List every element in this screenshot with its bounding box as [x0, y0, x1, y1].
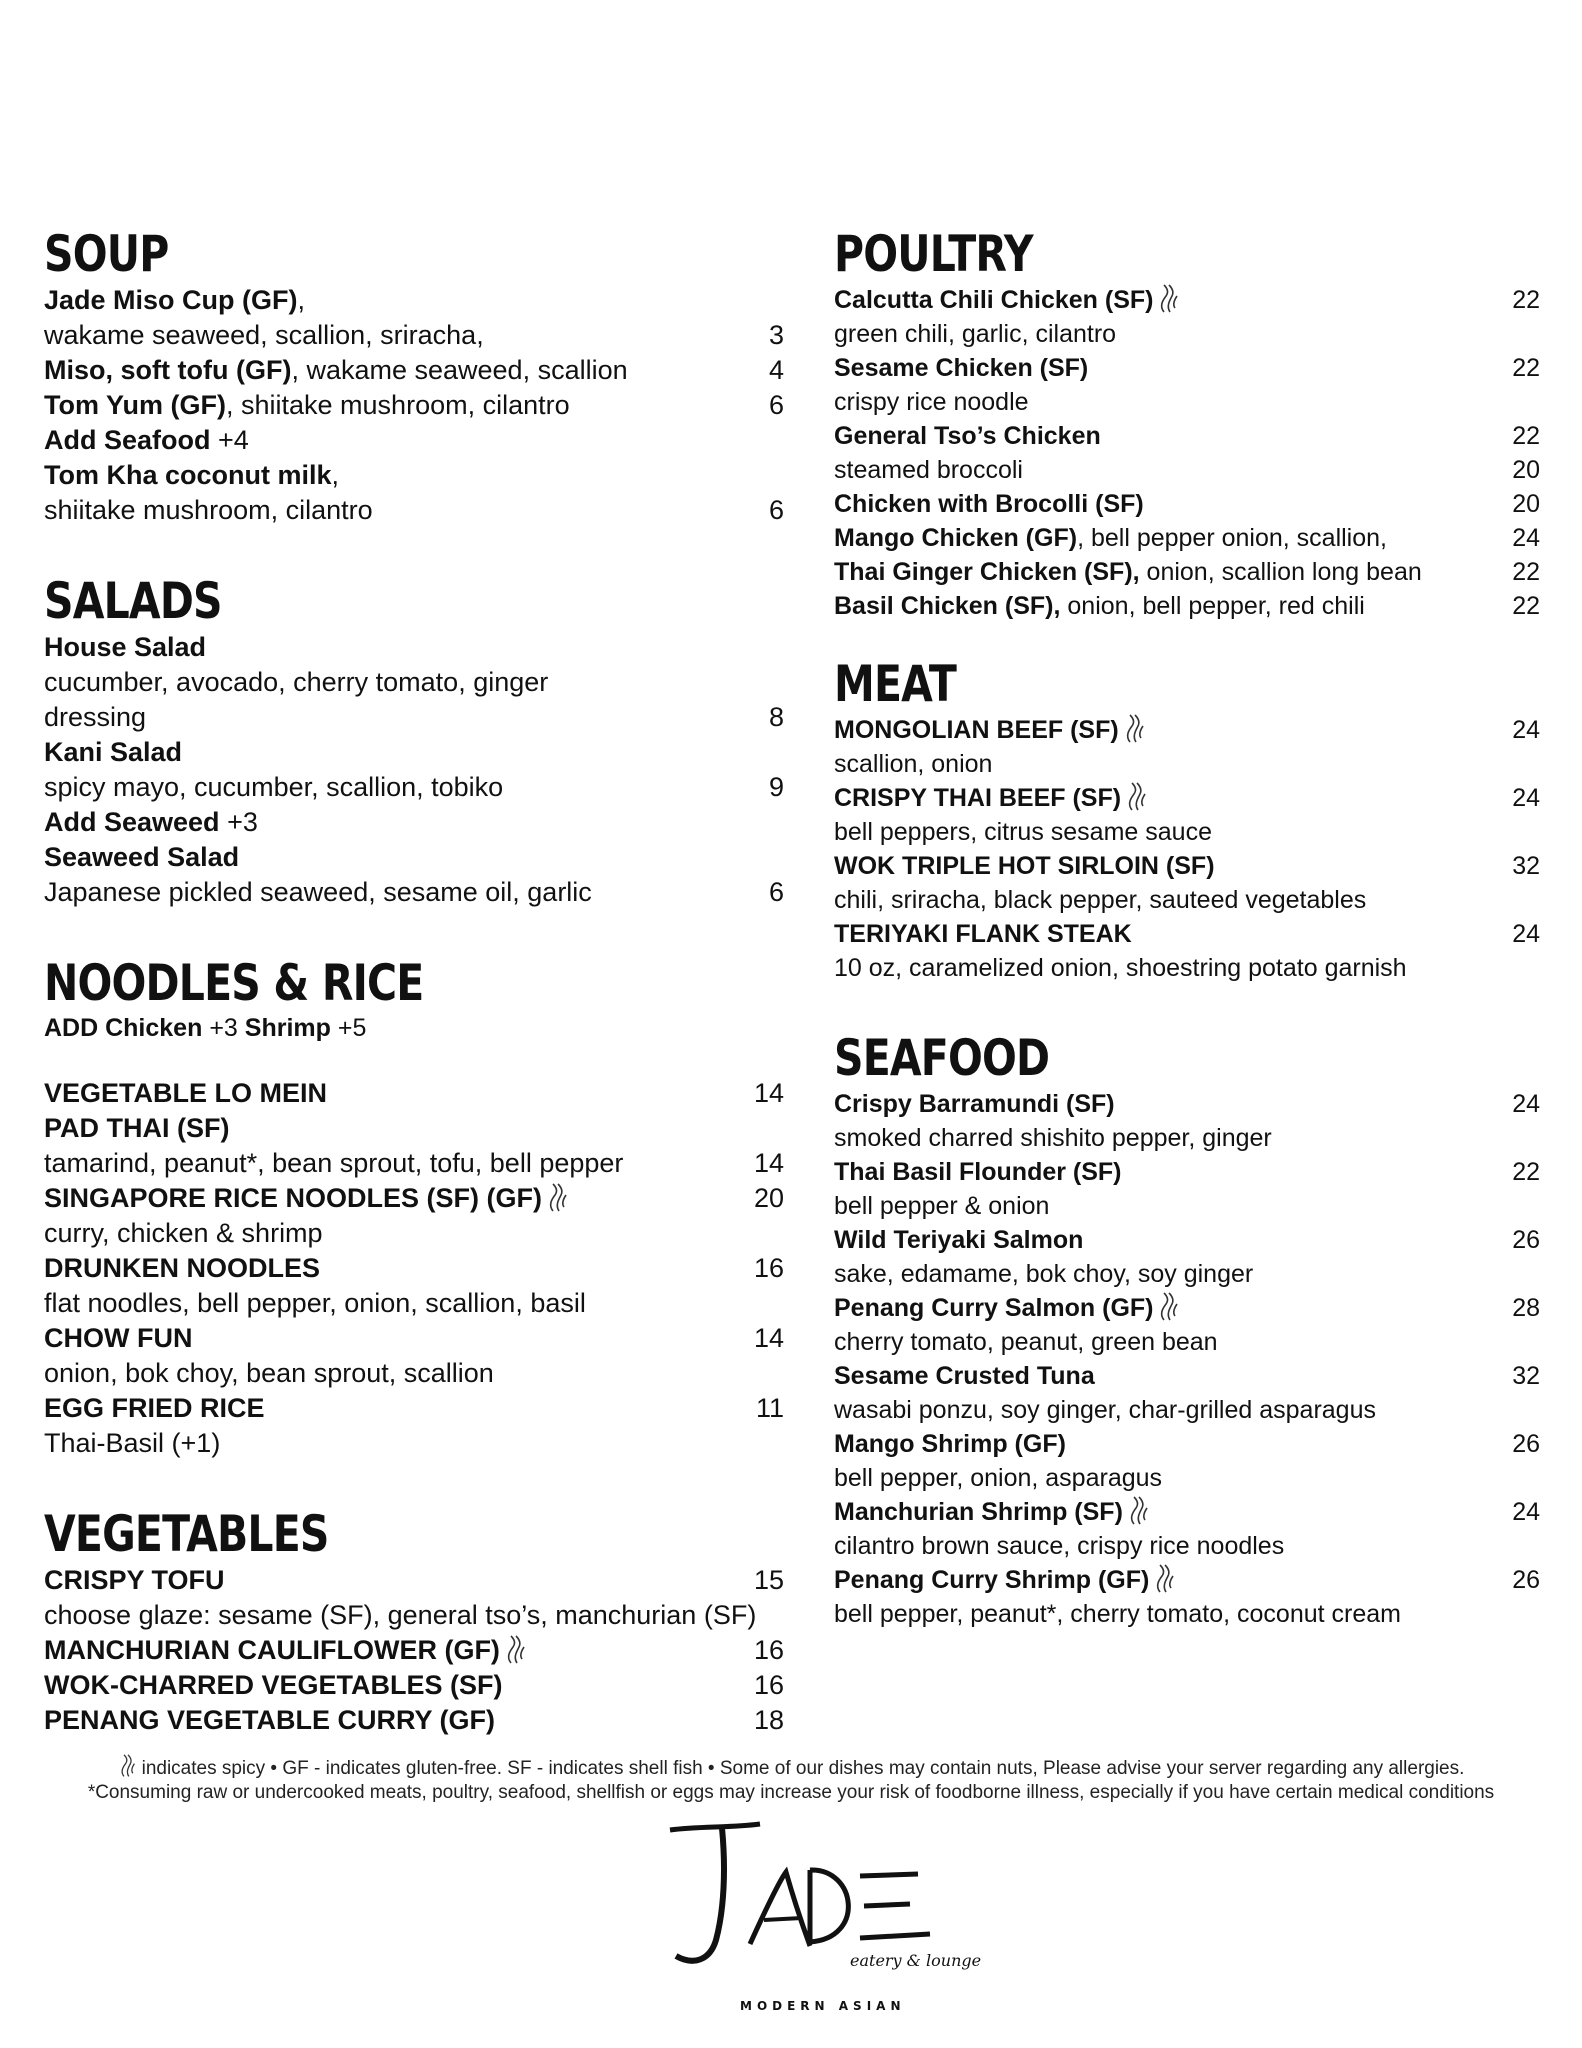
item-description: ,	[297, 285, 306, 315]
soup-section	[44, 225, 784, 528]
item-description: chili, sriracha, black pepper, sauteed vegetables	[834, 886, 1367, 914]
poultry-section	[834, 225, 1540, 623]
item-description: smoked charred shishito pepper, ginger	[834, 1124, 1272, 1152]
item-price: 14	[753, 1078, 784, 1108]
item-name: Manchurian Shrimp (SF)	[834, 1498, 1123, 1526]
section-title: MEAT	[834, 655, 957, 713]
spacer	[44, 1044, 784, 1076]
menu-item-row	[44, 875, 784, 910]
item-price: 6	[768, 390, 784, 420]
item-name: Crispy Barramundi (SF)	[834, 1090, 1115, 1118]
item-price: 24	[1512, 920, 1540, 948]
item-name: DRUNKEN NOODLES	[44, 1253, 321, 1283]
menu-item-row	[44, 1563, 784, 1598]
item-name: TERIYAKI FLANK STEAK	[834, 920, 1132, 948]
menu-item-row	[834, 351, 1540, 385]
menu-item-row	[834, 917, 1540, 951]
spicy-icon	[1153, 1564, 1177, 1594]
meat-section	[834, 655, 1540, 985]
menu-item-row	[834, 1597, 1540, 1631]
menu-item-row	[834, 453, 1540, 487]
spicy-icon	[118, 1754, 138, 1778]
section-title: VEGETABLES	[44, 1505, 329, 1563]
item-price: 22	[1512, 354, 1540, 382]
section-title: POULTRY	[834, 225, 1033, 283]
item-description: flat noodles, bell pepper, onion, scallion, basil	[44, 1288, 586, 1318]
add-chicken-label: ADD Chicken	[44, 1014, 203, 1042]
item-name: CRISPY THAI BEEF (SF)	[834, 784, 1122, 812]
item-description: crispy rice noodle	[834, 388, 1029, 416]
spicy-icon	[1127, 1496, 1151, 1526]
item-description: tamarind, peanut*, bean sprout, tofu, bell pepper	[44, 1148, 624, 1178]
menu-item-row	[44, 318, 784, 353]
item-price: 16	[753, 1670, 784, 1700]
item-name: Sesame Crusted Tuna	[834, 1362, 1095, 1390]
item-name: MANCHURIAN CAULIFLOWER (GF)	[44, 1635, 500, 1665]
menu-item-row	[834, 385, 1540, 419]
item-name: WOK TRIPLE HOT SIRLOIN (SF)	[834, 852, 1215, 880]
add-shrimp-label: Shrimp	[244, 1014, 331, 1042]
menu-item-row	[834, 521, 1540, 555]
menu-item-row	[834, 1121, 1540, 1155]
item-price: 18	[753, 1705, 784, 1735]
menu-item-row	[834, 1325, 1540, 1359]
menu-item-row	[834, 1393, 1540, 1427]
item-price: 26	[1512, 1226, 1540, 1254]
item-price: 4	[768, 355, 784, 385]
item-price: 3	[768, 320, 784, 350]
item-description: bell pepper, peanut*, cherry tomato, coconut cream	[834, 1600, 1401, 1628]
menu-item-row	[44, 1251, 784, 1286]
item-name: Add Seaweed	[44, 807, 220, 837]
menu-item-row	[834, 747, 1540, 781]
menu-item-row	[44, 805, 784, 840]
item-price: 22	[1512, 422, 1540, 450]
item-price: 24	[1512, 524, 1540, 552]
item-name: Kani Salad	[44, 737, 183, 767]
footer-line-1	[0, 1754, 1582, 1781]
item-description: green chili, garlic, cilantro	[834, 320, 1117, 348]
item-description: cherry tomato, peanut, green bean	[834, 1328, 1218, 1356]
item-description: , wakame seaweed, scallion	[291, 355, 628, 385]
menu-item-row	[834, 1189, 1540, 1223]
item-description: steamed broccoli	[834, 456, 1023, 484]
menu-rows	[834, 713, 1540, 985]
item-price: 26	[1512, 1566, 1540, 1594]
menu-item-row	[834, 713, 1540, 747]
item-price: 24	[1512, 1498, 1540, 1526]
menu-item-row	[834, 1359, 1540, 1393]
menu-item-row	[834, 555, 1540, 589]
item-description: bell peppers, citrus sesame sauce	[834, 818, 1212, 846]
item-name: House Salad	[44, 632, 207, 662]
add-protein-note	[44, 1012, 784, 1044]
item-description: cucumber, avocado, cherry tomato, ginger	[44, 667, 549, 697]
item-description: onion, bell pepper, red chili	[1060, 592, 1365, 620]
item-price: 6	[768, 877, 784, 907]
menu-item-row	[834, 1495, 1540, 1529]
spicy-icon	[504, 1635, 528, 1665]
item-description: +4	[210, 425, 249, 455]
menu-item-row	[44, 1703, 784, 1738]
menu-item-row	[44, 1633, 784, 1668]
menu-item-row	[44, 630, 784, 665]
item-description: onion, bok choy, bean sprout, scallion	[44, 1358, 494, 1388]
menu-item-row	[44, 388, 784, 423]
item-price: 20	[1512, 490, 1540, 518]
footer-legend-text: indicates spicy • GF - indicates gluten-free. SF - indicates shell fish • Some of our dishes may contain nuts, Please advise your server regarding any allergies.	[141, 1758, 1465, 1779]
item-name: Thai Basil Flounder (SF)	[834, 1158, 1122, 1186]
menu-item-row	[834, 1223, 1540, 1257]
section-title: SEAFOOD	[834, 1029, 1050, 1087]
item-description: wasabi ponzu, soy ginger, char-grilled asparagus	[834, 1396, 1376, 1424]
item-name: CHOW FUN	[44, 1323, 193, 1353]
menu-item-row	[834, 951, 1540, 985]
menu-item-row	[834, 1291, 1540, 1325]
item-name: Seaweed Salad	[44, 842, 240, 872]
spicy-icon	[1157, 1292, 1181, 1322]
menu-rows	[44, 630, 784, 910]
menu-rows	[44, 1076, 784, 1461]
menu-item-row	[834, 1257, 1540, 1291]
item-name: Mango Shrimp (GF)	[834, 1430, 1066, 1458]
menu-item-row	[44, 458, 784, 493]
jade-logo	[660, 1820, 982, 2020]
item-price: 32	[1512, 1362, 1540, 1390]
menu-item-row	[44, 353, 784, 388]
item-name: Tom Yum (GF)	[44, 390, 226, 420]
item-price: 22	[1512, 286, 1540, 314]
item-description: Japanese pickled seaweed, sesame oil, garlic	[44, 877, 592, 907]
item-name: Add Seafood	[44, 425, 211, 455]
menu-item-row	[834, 1087, 1540, 1121]
menu-rows	[834, 1087, 1540, 1631]
menu-item-row	[834, 589, 1540, 623]
section-title: SALADS	[44, 572, 222, 630]
menu-item-row	[44, 700, 784, 735]
item-name: Tom Kha coconut milk	[44, 460, 332, 490]
menu-item-row	[834, 317, 1540, 351]
item-description: shiitake mushroom, cilantro	[44, 495, 373, 525]
item-price: 22	[1512, 1158, 1540, 1186]
item-description: sake, edamame, bok choy, soy ginger	[834, 1260, 1254, 1288]
item-name: WOK-CHARRED VEGETABLES (SF)	[44, 1670, 503, 1700]
menu-item-row	[834, 1427, 1540, 1461]
item-price: 14	[753, 1323, 784, 1353]
vegetables-section	[44, 1505, 784, 1738]
menu-item-row	[44, 1146, 784, 1181]
item-description: curry, chicken & shrimp	[44, 1218, 323, 1248]
item-price: 26	[1512, 1430, 1540, 1458]
item-name: Wild Teriyaki Salmon	[834, 1226, 1084, 1254]
item-price: 11	[755, 1393, 784, 1423]
menu-item-row	[44, 735, 784, 770]
item-name: Mango Chicken (GF)	[834, 524, 1078, 552]
menu-item-row	[44, 493, 784, 528]
item-description: scallion, onion	[834, 750, 993, 778]
menu-item-row	[834, 283, 1540, 317]
menu-item-row	[44, 665, 784, 700]
item-price: 28	[1512, 1294, 1540, 1322]
item-description: cilantro brown sauce, crispy rice noodles	[834, 1532, 1285, 1560]
add-chicken-price: +3	[202, 1014, 245, 1042]
menu-item-row	[834, 1155, 1540, 1189]
item-description: bell pepper, onion, asparagus	[834, 1464, 1163, 1492]
menu-item-row	[44, 1356, 784, 1391]
salads-section	[44, 572, 784, 910]
item-name: Penang Curry Salmon (GF)	[834, 1294, 1154, 1322]
item-price: 24	[1512, 716, 1540, 744]
item-name: SINGAPORE RICE NOODLES (SF) (GF)	[44, 1183, 543, 1213]
item-description: ,	[331, 460, 340, 490]
spicy-icon	[1125, 782, 1149, 812]
menu-item-row	[834, 815, 1540, 849]
menu-item-row	[834, 781, 1540, 815]
menu-item-row	[44, 1598, 784, 1633]
item-price: 14	[753, 1148, 784, 1178]
menu-item-row	[44, 770, 784, 805]
item-description: +3	[219, 807, 258, 837]
menu-item-row	[44, 1286, 784, 1321]
item-price: 22	[1512, 592, 1540, 620]
item-name: PENANG VEGETABLE CURRY (GF)	[44, 1705, 496, 1735]
spicy-icon	[546, 1183, 570, 1213]
item-description: Thai-Basil (+1)	[44, 1428, 221, 1458]
item-name: PAD THAI (SF)	[44, 1113, 230, 1143]
item-price: 24	[1512, 1090, 1540, 1118]
add-shrimp-price: +5	[330, 1014, 367, 1042]
section-title: SOUP	[44, 225, 169, 283]
item-name: Sesame Chicken (SF)	[834, 354, 1089, 382]
logo-tagline: eatery & lounge	[850, 1951, 982, 1970]
item-description: 10 oz, caramelized onion, shoestring potato garnish	[834, 954, 1407, 982]
menu-item-row	[44, 1426, 784, 1461]
item-price: 6	[768, 495, 784, 525]
item-name: Penang Curry Shrimp (GF)	[834, 1566, 1150, 1594]
item-price: 15	[753, 1565, 784, 1595]
menu-item-row	[834, 849, 1540, 883]
menu-rows	[44, 283, 784, 528]
menu-rows	[834, 283, 1540, 623]
item-price: 20	[753, 1183, 784, 1213]
menu-item-row	[834, 1461, 1540, 1495]
menu-item-row	[44, 1181, 784, 1216]
menu-item-row	[44, 1216, 784, 1251]
item-price: 8	[768, 702, 784, 732]
item-price: 9	[768, 772, 784, 802]
item-name: VEGETABLE LO MEIN	[44, 1078, 328, 1108]
item-description: dressing	[44, 702, 147, 732]
item-description: onion, scallion long bean	[1139, 558, 1422, 586]
item-description: wakame seaweed, scallion, sriracha,	[44, 320, 484, 350]
menu-item-row	[44, 840, 784, 875]
item-name: Calcutta Chili Chicken (SF)	[834, 286, 1154, 314]
item-name: CRISPY TOFU	[44, 1565, 225, 1595]
menu-item-row	[834, 487, 1540, 521]
item-price: 22	[1512, 558, 1540, 586]
item-price: 20	[1512, 456, 1540, 484]
menu-item-row	[44, 283, 784, 318]
left-column	[44, 225, 784, 1782]
seafood-section	[834, 1029, 1540, 1631]
menu-item-row	[44, 1391, 784, 1426]
item-name: Jade Miso Cup (GF)	[44, 285, 298, 315]
menu-item-row	[834, 1563, 1540, 1597]
item-name: MONGOLIAN BEEF (SF)	[834, 716, 1119, 744]
menu-item-row	[834, 1529, 1540, 1563]
item-description: , bell pepper onion, scallion,	[1077, 524, 1387, 552]
menu-item-row	[44, 423, 784, 458]
footer-line-2: *Consuming raw or undercooked meats, poultry, seafood, shellfish or eggs may increase your risk of foodborne illness, especially if you have certain medical conditions	[87, 1782, 1495, 1803]
item-name: Basil Chicken (SF),	[834, 592, 1061, 620]
item-price: 16	[753, 1253, 784, 1283]
section-title: NOODLES & RICE	[44, 954, 424, 1012]
noodles-section	[44, 954, 784, 1461]
spicy-icon	[1157, 284, 1181, 314]
item-description: spicy mayo, cucumber, scallion, tobiko	[44, 772, 504, 802]
item-description: , shiitake mushroom, cilantro	[226, 390, 570, 420]
item-name: General Tso’s Chicken	[834, 422, 1101, 450]
spicy-icon	[1123, 714, 1147, 744]
item-description: choose glaze: sesame (SF), general tso’s, manchurian (SF)	[44, 1600, 757, 1630]
item-name: Chicken with Brocolli (SF)	[834, 490, 1144, 518]
item-price: 16	[753, 1635, 784, 1665]
footer-notes	[0, 1754, 1582, 1805]
logo-subtitle: MODERN ASIAN	[740, 1999, 906, 2013]
menu-item-row	[44, 1668, 784, 1703]
jade-logo-mark	[660, 1820, 982, 2020]
menu-item-row	[44, 1111, 784, 1146]
menu-rows	[44, 1563, 784, 1738]
right-column	[834, 225, 1540, 1675]
menu-item-row	[44, 1076, 784, 1111]
item-price: 24	[1512, 784, 1540, 812]
menu-item-row	[834, 883, 1540, 917]
item-name: Thai Ginger Chicken (SF),	[834, 558, 1140, 586]
item-name: EGG FRIED RICE	[44, 1393, 265, 1423]
menu-item-row	[44, 1321, 784, 1356]
menu-item-row	[834, 419, 1540, 453]
item-description: bell pepper & onion	[834, 1192, 1050, 1220]
item-name: Miso, soft tofu (GF)	[44, 355, 292, 385]
item-price: 32	[1512, 852, 1540, 880]
